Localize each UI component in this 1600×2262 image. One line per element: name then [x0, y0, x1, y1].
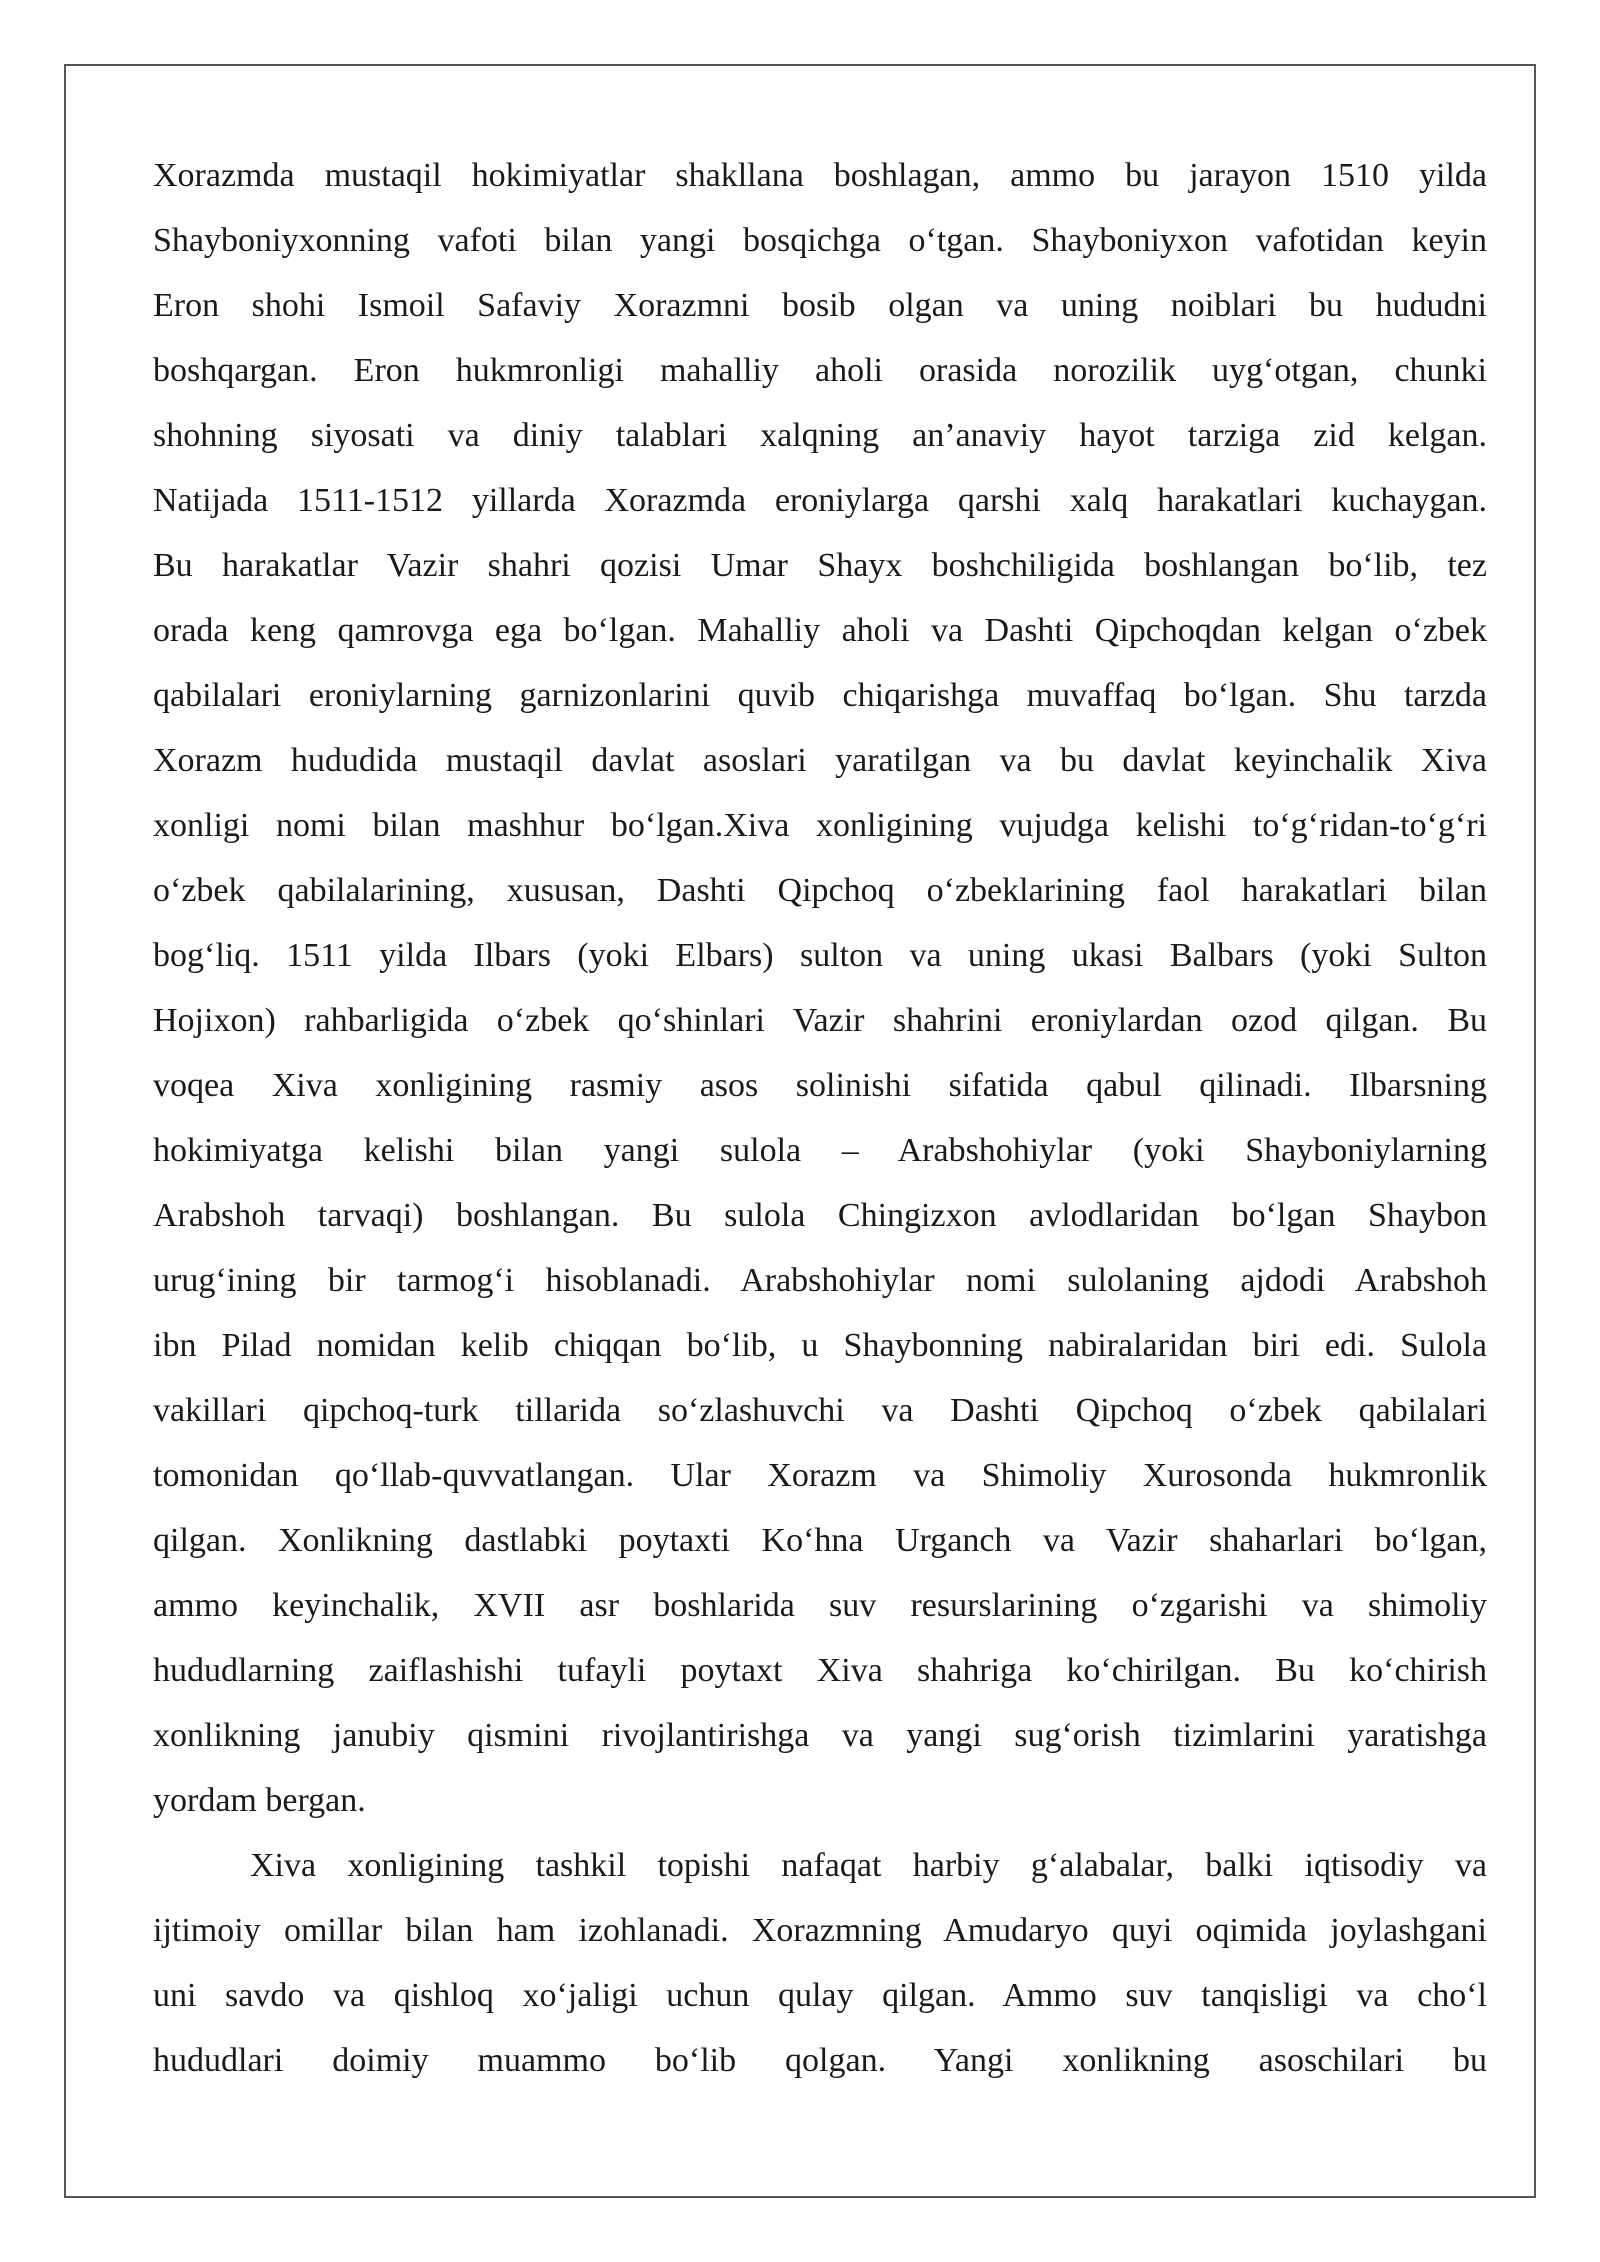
text-line: Natijada 1511-1512 yillarda Xorazmda eroniylarga qarshi xalq harakatlari kuchaygan.	[153, 482, 1487, 519]
text-line: xonligi nomi bilan mashhur bo‘lgan.Xiva xonligining vujudga kelishi to‘g‘ridan-to‘g‘ri	[153, 807, 1487, 844]
text-line: yordam bergan.	[153, 1782, 366, 1819]
text-line: tomonidan qo‘llab-quvvatlangan. Ular Xorazm va Shimoliy Xurosonda hukmronlik	[153, 1457, 1487, 1494]
text-line: hokimiyatga kelishi bilan yangi sulola – Arabshohiylar (yoki Shayboniylarning	[153, 1132, 1487, 1169]
text-line: hududlarning zaiflashishi tufayli poytaxt Xiva shahriga ko‘chirilgan. Bu ko‘chirish	[153, 1652, 1487, 1689]
text-line: uni savdo va qishloq xo‘jaligi uchun qulay qilgan. Ammo suv tanqisligi va cho‘l	[153, 1977, 1487, 2014]
text-line: Eron shohi Ismoil Safaviy Xorazmni bosib olgan va uning noiblari bu hududni	[153, 287, 1487, 324]
text-line: hududlari doimiy muammo bo‘lib qolgan. Yangi xonlikning asoschilari bu	[153, 2042, 1487, 2079]
text-line: bog‘liq. 1511 yilda Ilbars (yoki Elbars) sulton va uning ukasi Balbars (yoki Sulton	[153, 937, 1487, 974]
text-line: urug‘ining bir tarmog‘i hisoblanadi. Arabshohiylar nomi sulolaning ajdodi Arabshoh	[153, 1262, 1487, 1299]
text-line: Shayboniyxonning vafoti bilan yangi bosqichga o‘tgan. Shayboniyxon vafotidan keyin	[153, 222, 1487, 259]
text-line: boshqargan. Eron hukmronligi mahalliy aholi orasida norozilik uyg‘otgan, chunki	[153, 352, 1487, 389]
text-line: Bu harakatlar Vazir shahri qozisi Umar Shayx boshchiligida boshlangan bo‘lib, tez	[153, 547, 1487, 584]
text-line: shohning siyosati va diniy talablari xalqning an’anaviy hayot tarziga zid kelgan.	[153, 417, 1487, 454]
text-line: Xiva xonligining tashkil topishi nafaqat harbiy g‘alabalar, balki iqtisodiy va	[250, 1847, 1487, 1884]
text-line: Xorazm hududida mustaqil davlat asoslari yaratilgan va bu davlat keyinchalik Xiva	[153, 742, 1487, 779]
paragraph-2	[153, 1840, 1487, 2100]
text-line: Arabshoh tarvaqi) boshlangan. Bu sulola Chingizxon avlodlaridan bo‘lgan Shaybon	[153, 1197, 1487, 1234]
text-line: xonlikning janubiy qismini rivojlantirishga va yangi sug‘orish tizimlarini yaratishga	[153, 1717, 1487, 1754]
text-line: orada keng qamrovga ega bo‘lgan. Mahalliy aholi va Dashti Qipchoqdan kelgan o‘zbek	[153, 612, 1487, 649]
text-line: ibn Pilad nomidan kelib chiqqan bo‘lib, u Shaybonning nabiralaridan biri edi. Sulola	[153, 1327, 1487, 1364]
text-line: ammo keyinchalik, XVII asr boshlarida suv resurslarining o‘zgarishi va shimoliy	[153, 1587, 1487, 1624]
paragraph-1	[153, 150, 1487, 1840]
text-line: voqea Xiva xonligining rasmiy asos solinishi sifatida qabul qilinadi. Ilbarsning	[153, 1067, 1487, 1104]
text-line: Hojixon) rahbarligida o‘zbek qo‘shinlari Vazir shahrini eroniylardan ozod qilgan. Bu	[153, 1002, 1487, 1039]
text-line: qilgan. Xonlikning dastlabki poytaxti Ko‘hna Urganch va Vazir shaharlari bo‘lgan,	[153, 1522, 1487, 1559]
text-line: ijtimoiy omillar bilan ham izohlanadi. Xorazmning Amudaryo quyi oqimida joylashgani	[153, 1912, 1487, 1949]
text-line: Xorazmda mustaqil hokimiyatlar shakllana boshlagan, ammo bu jarayon 1510 yilda	[153, 157, 1487, 194]
document-body	[153, 150, 1487, 2100]
text-line: vakillari qipchoq-turk tillarida so‘zlashuvchi va Dashti Qipchoq o‘zbek qabilalari	[153, 1392, 1487, 1429]
text-line: qabilalari eroniylarning garnizonlarini quvib chiqarishga muvaffaq bo‘lgan. Shu tarzda	[153, 677, 1487, 714]
text-line: o‘zbek qabilalarining, xususan, Dashti Qipchoq o‘zbeklarining faol harakatlari bilan	[153, 872, 1487, 909]
